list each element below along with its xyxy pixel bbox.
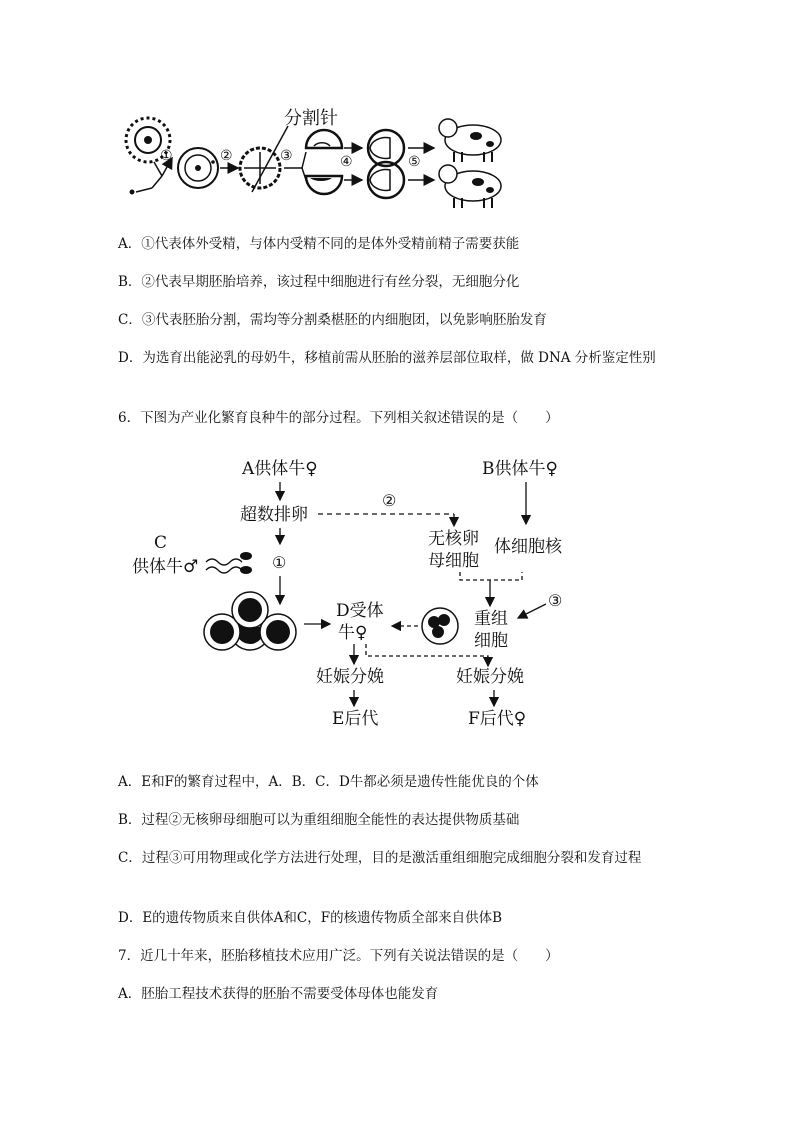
step1-label: ① [160, 148, 173, 164]
q6-option-b: B．过程②无核卵母细胞可以为重组细胞全能性的表达提供物质基础 [118, 812, 520, 828]
embryo-bottom [368, 162, 404, 198]
embryo-cluster-icon [204, 592, 296, 650]
half-embryo-bottom [306, 176, 342, 194]
step5-label: ⑤ [408, 154, 421, 170]
calf-icon-top [439, 119, 501, 162]
c-letter: C [154, 533, 168, 553]
step2-label: ② [382, 491, 397, 510]
pregnancy-right-label: 妊娠分娩 [456, 667, 524, 687]
q6-option-a: A．E和F的繁育过程中，A．B．C．D牛都必须是遗传性能优良的个体 [118, 774, 539, 790]
q5-option-b: B．②代表早期胚胎培养，该过程中细胞进行有丝分裂，无细胞分化 [118, 274, 520, 290]
d-recipient-label-1: D受体 [336, 601, 384, 621]
reconstructed-cell-icon [422, 608, 458, 644]
half-embryo-top [306, 130, 342, 148]
breeding-process-figure [118, 452, 588, 742]
step3-label: ③ [548, 591, 563, 610]
zygote-icon [178, 148, 218, 188]
sperm-icon [206, 552, 252, 574]
calf-icon-bottom [439, 165, 501, 208]
somatic-nucleus-label: 体细胞核 [494, 537, 562, 557]
needle-label: 分割针 [284, 108, 338, 129]
q5-option-d: D．为选育出能泌乳的母奶牛，移植前需从胚胎的滋养层部位取样，做 DNA 分析鉴定性别 [118, 350, 656, 366]
enucleated-oocyte-label-2: 母细胞 [428, 551, 479, 571]
q6-option-d: D．E的遗传物质来自供体A和C，F的核遗传物质全部来自供体B [118, 910, 503, 926]
q5-option-a: A．①代表体外受精，与体内受精不同的是体外受精前精子需要获能 [118, 236, 520, 252]
sperm-icon [130, 162, 163, 195]
superovulation-label: 超数排卵 [240, 505, 308, 525]
c-donor-label: 供体牛♂ [132, 557, 199, 577]
blastocyst-icon [240, 148, 280, 188]
step2-label: ② [220, 148, 233, 164]
e-offspring-label: E后代 [332, 709, 379, 729]
step1-label: ① [272, 553, 287, 572]
d-recipient-label-2: 牛♀ [338, 623, 368, 643]
reconstructed-cell-label-2: 细胞 [474, 631, 508, 651]
q6-option-c: C．过程③可用物理或化学方法进行处理，目的是激活重组细胞完成细胞分裂和发育过程 [118, 850, 642, 866]
f-offspring-label: F后代♀ [468, 709, 527, 729]
q7-option-a: A．胚胎工程技术获得的胚胎不需要受体母体也能发育 [118, 986, 439, 1002]
q5-option-c: C．③代表胚胎分割，需均等分割桑椹胚的内细胞团，以免影响胚胎发育 [118, 312, 547, 328]
pregnancy-left-label: 妊娠分娩 [316, 667, 384, 687]
reconstructed-cell-label-1: 重组 [474, 609, 508, 629]
a-donor-label: A供体牛♀ [242, 459, 318, 479]
embryo-splitting-figure [118, 96, 518, 221]
step4-label: ④ [340, 154, 353, 170]
enucleated-oocyte-label-1: 无核卵 [428, 529, 479, 549]
embryo-top [368, 130, 404, 166]
q7-stem: 7．近几十年来，胚胎移植技术应用广泛。下列有关说法错误的是（ ） [118, 948, 559, 964]
step3-label: ③ [280, 148, 293, 164]
b-donor-label: B供体牛♀ [482, 459, 558, 479]
q6-stem: 6．下图为产业化繁育良种牛的部分过程。下列相关叙述错误的是（ ） [118, 410, 559, 426]
